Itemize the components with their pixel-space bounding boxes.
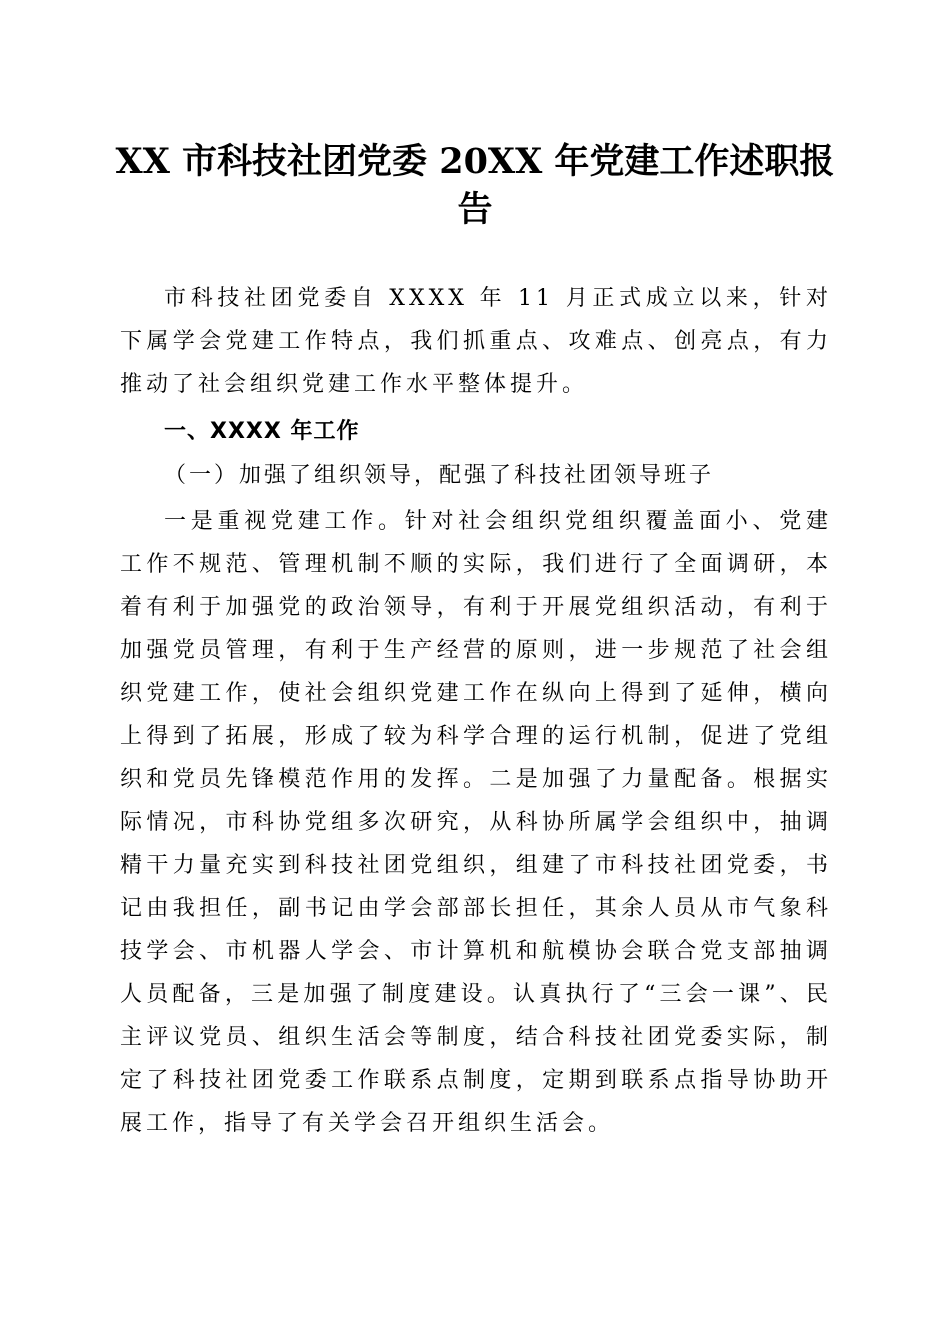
- subsection-heading: （一）加强了组织领导，配强了科技社团领导班子: [164, 463, 715, 488]
- intro-text: 市科技社团党委自 XXXX 年 11 月正式成立以来，针对下属学会党建工作特点，我们抓重点、攻难点、创亮点，有力推动了社会组织党建工作水平整体提升。: [120, 286, 832, 397]
- intro-paragraph: [120, 277, 832, 406]
- section-heading: [120, 410, 832, 453]
- main-paragraph: [120, 500, 832, 1145]
- main-paragraph-text: [120, 500, 832, 1145]
- document-title: XX 市科技社团党委 20XX 年党建工作述职报告: [115, 141, 835, 230]
- paragraph-body: 针对社会组织党组织覆盖面小、党建工作不规范、管理机制不顺的实际，我们进行了全面调研，本着有利于加强党的政治领导，有利于开展党组织活动，有利于加强党员管理，有利于生产经营的原则，进一步规范了社会组织党建工作，使社会组织党建工作在纵向上得到了延伸，横向上得到了拓展，形成了较为科学合理的运行机制，促进了党组织和党员先锋模范作用的发挥。二是加强了力量配备。根据实际情况，市科协党组多次研究，从科协所属学会组织中，抽调精干力量充实到科技社团党组织，组建了市科技社团党委，书记由我担任，副书记由学会部部长担任，其余人员从市气象科技学会、市机器人学会、市计算机和航模协会联合党支部抽调人员配备，三是加强了制度建设。认真执行了“三会一课”、民主评议党员、组织生活会等制度，结合科技社团党委实际，制定了科技社团党委工作联系点制度，定期到联系点指导协助开展工作，指导了有关学会召开组织生活会。: [120, 509, 832, 1136]
- paragraph-lead: 一是重视党建工作。: [164, 509, 405, 534]
- section-heading-text: 一、XXXX 年工作: [164, 419, 360, 444]
